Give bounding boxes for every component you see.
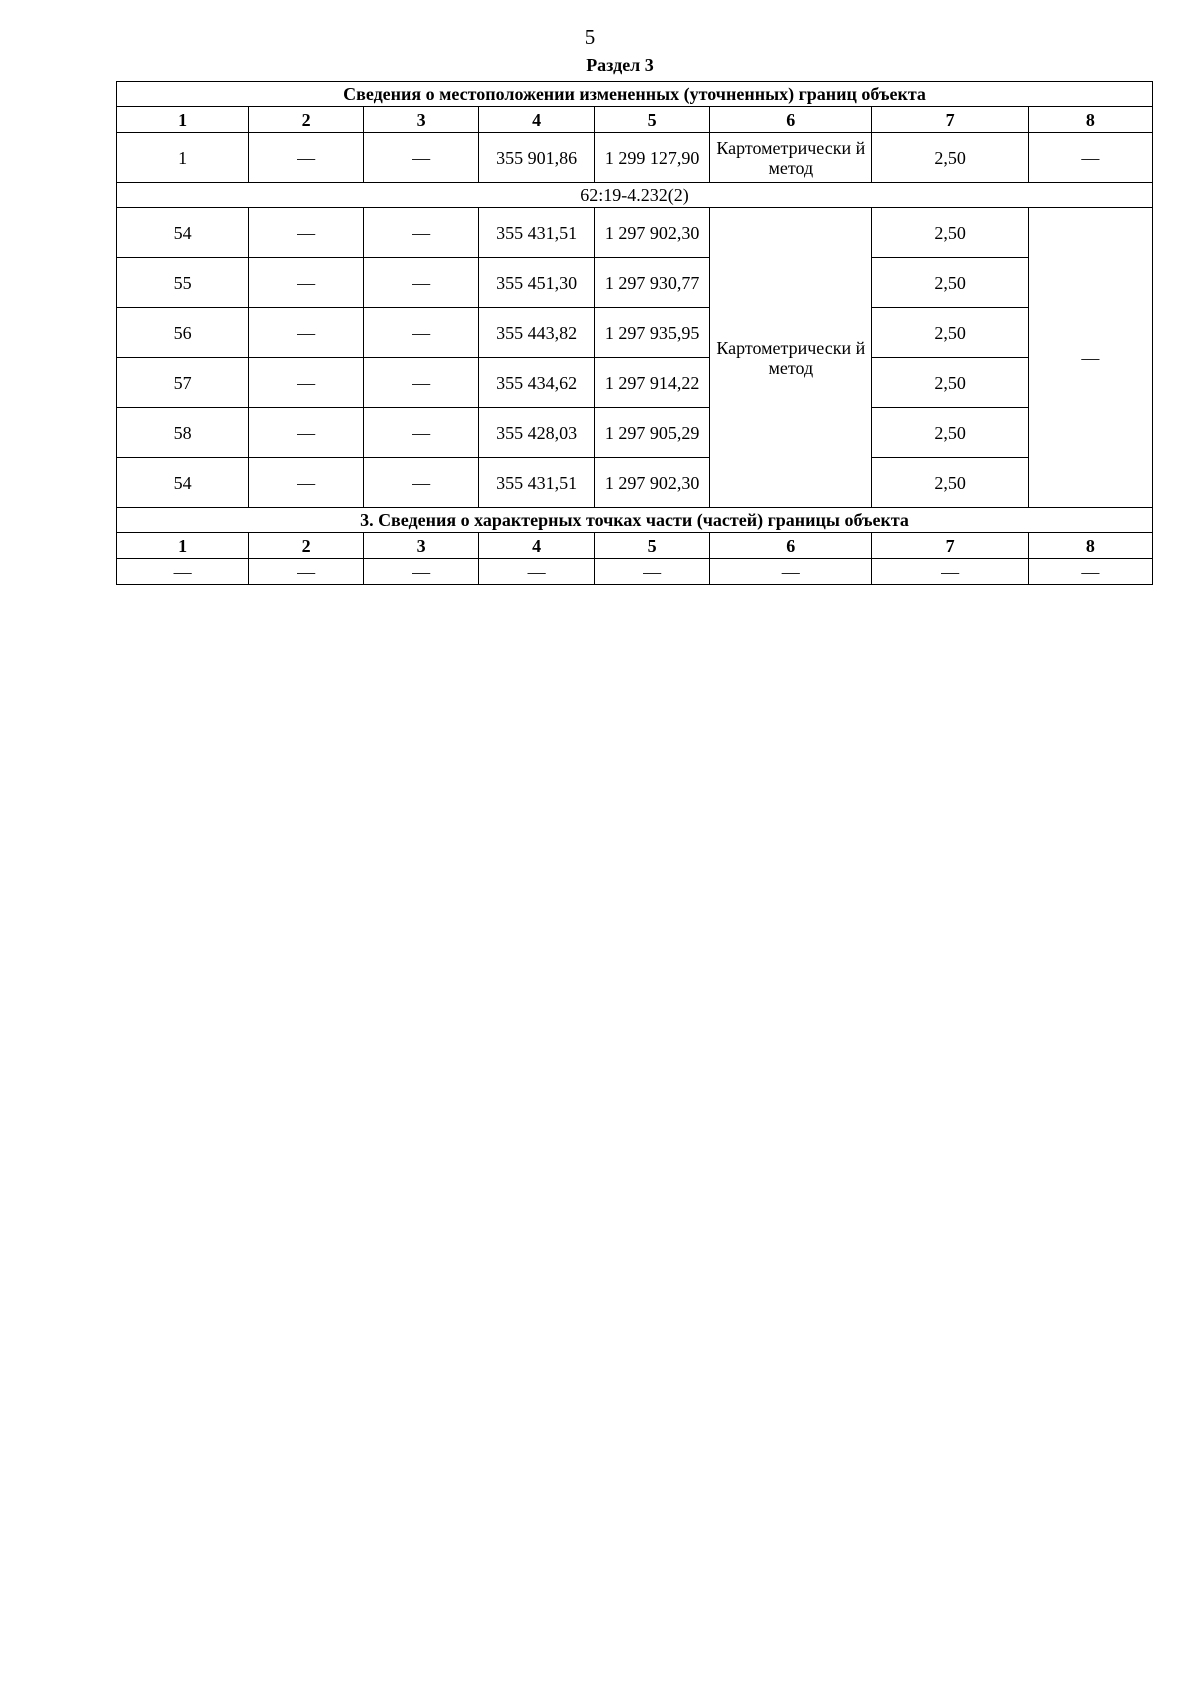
table-row	[117, 308, 1153, 358]
column-number: 5	[595, 107, 710, 133]
part-title: 3. Сведения о характерных точках части (частей) границы объекта	[117, 508, 1153, 533]
point-number-cell: 55	[117, 258, 249, 308]
point-number-cell: 58	[117, 408, 249, 458]
dash-cell: —	[249, 133, 364, 183]
dash-cell: —	[364, 458, 479, 508]
point-number-cell: 54	[117, 208, 249, 258]
precision-cell: 2,50	[872, 258, 1028, 308]
dash-cell: —	[479, 559, 595, 585]
dash-cell: —	[249, 458, 364, 508]
point-number-cell: 1	[117, 133, 249, 183]
part-column-number-row	[117, 533, 1153, 559]
column-number: 2	[249, 107, 364, 133]
dash-cell: —	[1028, 208, 1152, 508]
point-number-cell: 56	[117, 308, 249, 358]
column-number: 5	[595, 533, 710, 559]
dash-cell: —	[1028, 559, 1152, 585]
table-row	[117, 258, 1153, 308]
dash-cell: —	[1028, 133, 1152, 183]
column-number: 4	[479, 107, 595, 133]
x-coordinate-cell: 355 443,82	[479, 308, 595, 358]
dash-cell: —	[249, 358, 364, 408]
dash-cell: —	[364, 133, 479, 183]
dash-cell: —	[249, 208, 364, 258]
y-coordinate-cell: 1 297 914,22	[595, 358, 710, 408]
column-number: 3	[364, 107, 479, 133]
precision-cell: 2,50	[872, 358, 1028, 408]
method-cell: Картометрически й метод	[710, 133, 872, 183]
dash-cell: —	[249, 258, 364, 308]
table-title: Сведения о местоположении измененных (уточненных) границ объекта	[117, 82, 1153, 107]
y-coordinate-cell: 1 297 935,95	[595, 308, 710, 358]
y-coordinate-cell: 1 297 902,30	[595, 458, 710, 508]
y-coordinate-cell: 1 297 930,77	[595, 258, 710, 308]
dash-cell: —	[364, 408, 479, 458]
boundary-table	[116, 81, 1153, 585]
table-row	[117, 208, 1153, 258]
table-row	[117, 358, 1153, 408]
column-number: 7	[872, 107, 1028, 133]
x-coordinate-cell: 355 434,62	[479, 358, 595, 408]
column-number: 8	[1028, 533, 1152, 559]
precision-cell: 2,50	[872, 458, 1028, 508]
part-title-row	[117, 508, 1153, 533]
dash-cell: —	[364, 559, 479, 585]
precision-cell: 2,50	[872, 133, 1028, 183]
column-number: 3	[364, 533, 479, 559]
precision-cell: 2,50	[872, 408, 1028, 458]
dash-cell: —	[249, 408, 364, 458]
dash-cell: —	[364, 308, 479, 358]
method-cell: Картометрически й метод	[710, 208, 872, 508]
sub-object-label: 62:19-4.232(2)	[117, 183, 1153, 208]
column-number: 1	[117, 107, 249, 133]
column-number: 6	[710, 533, 872, 559]
x-coordinate-cell: 355 431,51	[479, 458, 595, 508]
section-title: Раздел 3	[586, 55, 654, 75]
column-number: 7	[872, 533, 1028, 559]
column-number: 4	[479, 533, 595, 559]
point-number-cell: 57	[117, 358, 249, 408]
x-coordinate-cell: 355 431,51	[479, 208, 595, 258]
dash-cell: —	[117, 559, 249, 585]
sub-object-row	[117, 183, 1153, 208]
y-coordinate-cell: 1 297 902,30	[595, 208, 710, 258]
dash-cell: —	[710, 559, 872, 585]
column-number: 8	[1028, 107, 1152, 133]
table-title-row	[117, 82, 1153, 107]
x-coordinate-cell: 355 901,86	[479, 133, 595, 183]
column-number: 2	[249, 533, 364, 559]
dash-cell: —	[364, 208, 479, 258]
table-row	[117, 408, 1153, 458]
x-coordinate-cell: 355 428,03	[479, 408, 595, 458]
column-number: 6	[710, 107, 872, 133]
table-row	[117, 133, 1153, 183]
page-number: 5	[584, 25, 596, 49]
dash-cell: —	[249, 308, 364, 358]
dash-cell: —	[872, 559, 1028, 585]
dash-cell: —	[364, 358, 479, 408]
dash-cell: —	[364, 258, 479, 308]
table-row	[117, 559, 1153, 585]
precision-cell: 2,50	[872, 308, 1028, 358]
x-coordinate-cell: 355 451,30	[479, 258, 595, 308]
column-number: 1	[117, 533, 249, 559]
column-number-row	[117, 107, 1153, 133]
dash-cell: —	[595, 559, 710, 585]
precision-cell: 2,50	[872, 208, 1028, 258]
dash-cell: —	[249, 559, 364, 585]
table-row	[117, 458, 1153, 508]
y-coordinate-cell: 1 297 905,29	[595, 408, 710, 458]
y-coordinate-cell: 1 299 127,90	[595, 133, 710, 183]
point-number-cell: 54	[117, 458, 249, 508]
